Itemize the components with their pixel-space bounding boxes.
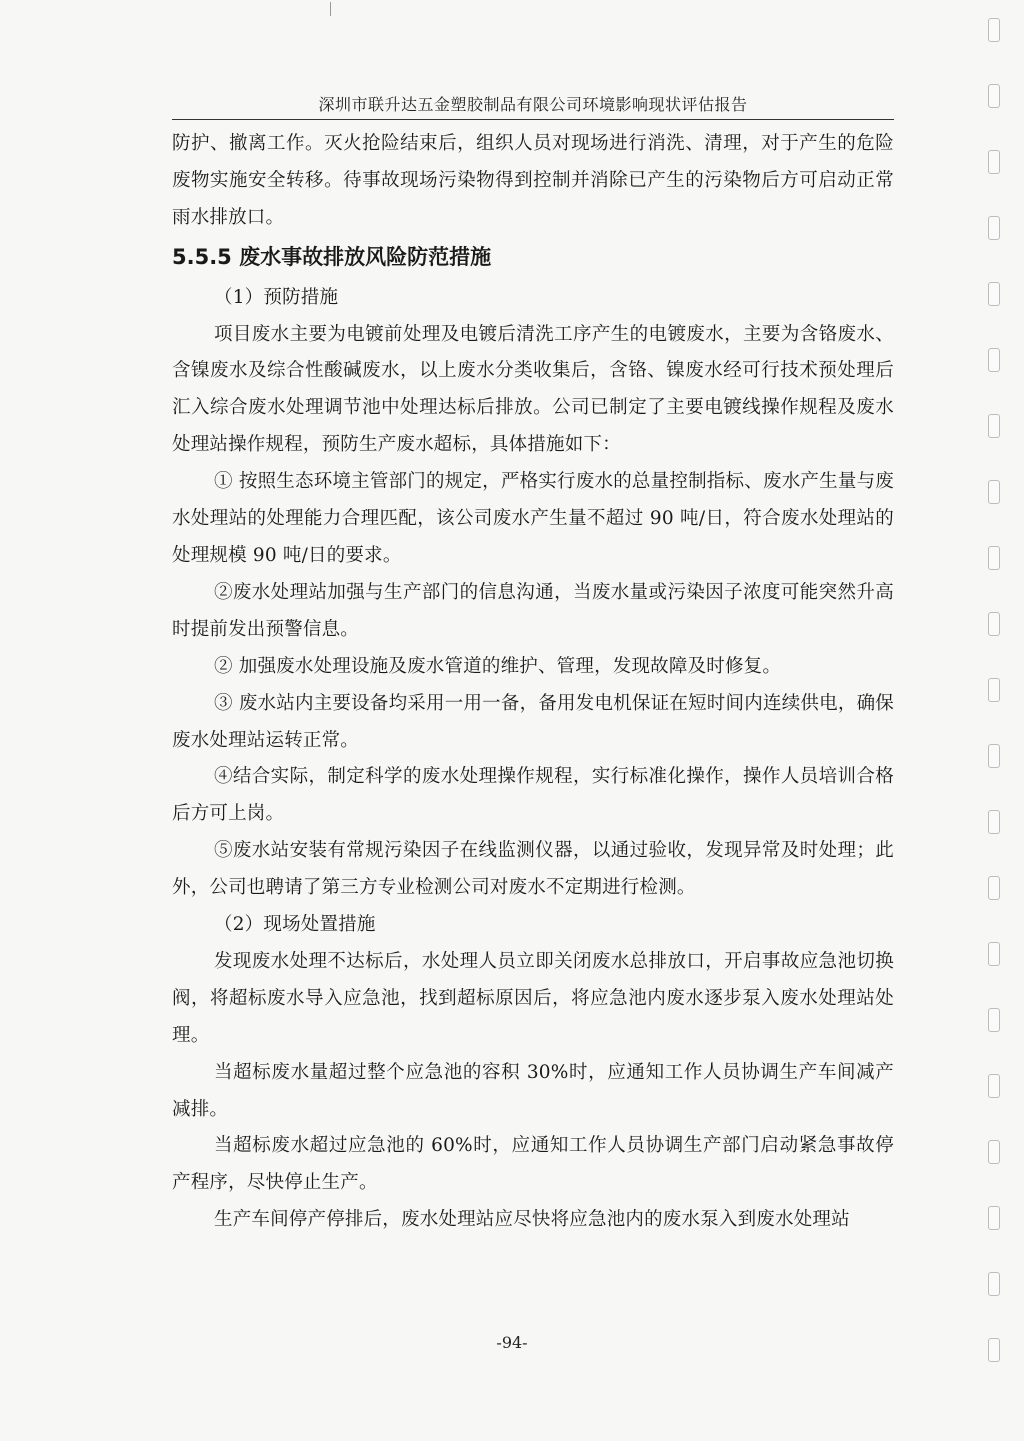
binding-hole xyxy=(988,612,1000,636)
binding-hole xyxy=(988,546,1000,570)
paragraph: ① 按照生态环境主管部门的规定，严格实行废水的总量控制指标、废水产生量与废水处理站的处理能力合理匹配，该公司废水产生量不超过 90 吨/日，符合废水处理站的处理规模 90 吨/日的要求。 xyxy=(172,471,894,566)
paragraph: （2）现场处置措施 xyxy=(214,914,376,936)
paragraph: 生产车间停产停排后，废水处理站应尽快将应急池内的废水泵入到废水处理站 xyxy=(214,1209,850,1231)
binding-hole xyxy=(988,18,1000,42)
header-rule xyxy=(172,119,894,120)
paragraph: 防护、撤离工作。灭火抢险结束后，组织人员对现场进行消洗、清理，对于产生的危险废物实施安全转移。待事故现场污染物得到控制并消除已产生的污染物后方可启动正常雨水排放口。 xyxy=(172,133,894,228)
binding-hole xyxy=(988,282,1000,306)
scan-mark xyxy=(330,2,331,16)
paragraph: （1）预防措施 xyxy=(214,286,339,308)
paragraph: ②废水处理站加强与生产部门的信息沟通，当废水量或污染因子浓度可能突然升高时提前发出预警信息。 xyxy=(172,581,894,640)
paragraph: ③ 废水站内主要设备均采用一用一备，备用发电机保证在短时间内连续供电，确保废水处理站运转正常。 xyxy=(172,692,894,751)
binding-hole xyxy=(988,480,1000,504)
paragraph: 当超标废水超过应急池的 60%时，应通知工作人员协调生产部门启动紧急事故停产程序，尽快停止生产。 xyxy=(172,1135,894,1194)
section-heading: 5.5.5 废水事故排放风险防范措施 xyxy=(172,244,492,269)
binding-holes xyxy=(988,18,1002,1418)
binding-hole xyxy=(988,810,1000,834)
binding-hole xyxy=(988,744,1000,768)
binding-hole xyxy=(988,876,1000,900)
paragraph: ④结合实际，制定科学的废水处理操作规程，实行标准化操作，操作人员培训合格后方可上岗。 xyxy=(172,766,894,825)
binding-hole xyxy=(988,1338,1000,1362)
binding-hole xyxy=(988,1206,1000,1230)
page-number: -94- xyxy=(496,1333,528,1352)
paragraph: ⑤废水站安装有常规污染因子在线监测仪器，以通过验收，发现异常及时处理；此外，公司也聘请了第三方专业检测公司对废水不定期进行检测。 xyxy=(172,840,894,899)
binding-hole xyxy=(988,1272,1000,1296)
binding-hole xyxy=(988,150,1000,174)
paragraph: 项目废水主要为电镀前处理及电镀后清洗工序产生的电镀废水，主要为含铬废水、含镍废水及综合性酸碱废水，以上废水分类收集后，含铬、镍废水经可行技术预处理后汇入综合废水处理调节池中处理达标后排放。公司已制定了主要电镀线操作规程及废水处理站操作规程，预防生产废水超标，具体措施如下： xyxy=(172,323,894,456)
body-text xyxy=(172,126,894,1239)
binding-hole xyxy=(988,348,1000,372)
binding-hole xyxy=(988,1074,1000,1098)
binding-hole xyxy=(988,216,1000,240)
binding-hole xyxy=(988,84,1000,108)
binding-hole xyxy=(988,1140,1000,1164)
binding-hole xyxy=(988,942,1000,966)
paragraph: 发现废水处理不达标后，水处理人员立即关闭废水总排放口，开启事故应急池切换阀，将超标废水导入应急池，找到超标原因后，将应急池内废水逐步泵入废水处理站处理。 xyxy=(172,950,894,1046)
binding-hole xyxy=(988,414,1000,438)
binding-hole xyxy=(988,678,1000,702)
paragraph: ② 加强废水处理设施及废水管道的维护、管理，发现故障及时修复。 xyxy=(214,655,782,677)
page-header: 深圳市联升达五金塑胶制品有限公司环境影响现状评估报告 xyxy=(318,95,748,114)
paragraph: 当超标废水量超过整个应急池的容积 30%时，应通知工作人员协调生产车间减产减排。 xyxy=(172,1061,894,1120)
binding-hole xyxy=(988,1008,1000,1032)
